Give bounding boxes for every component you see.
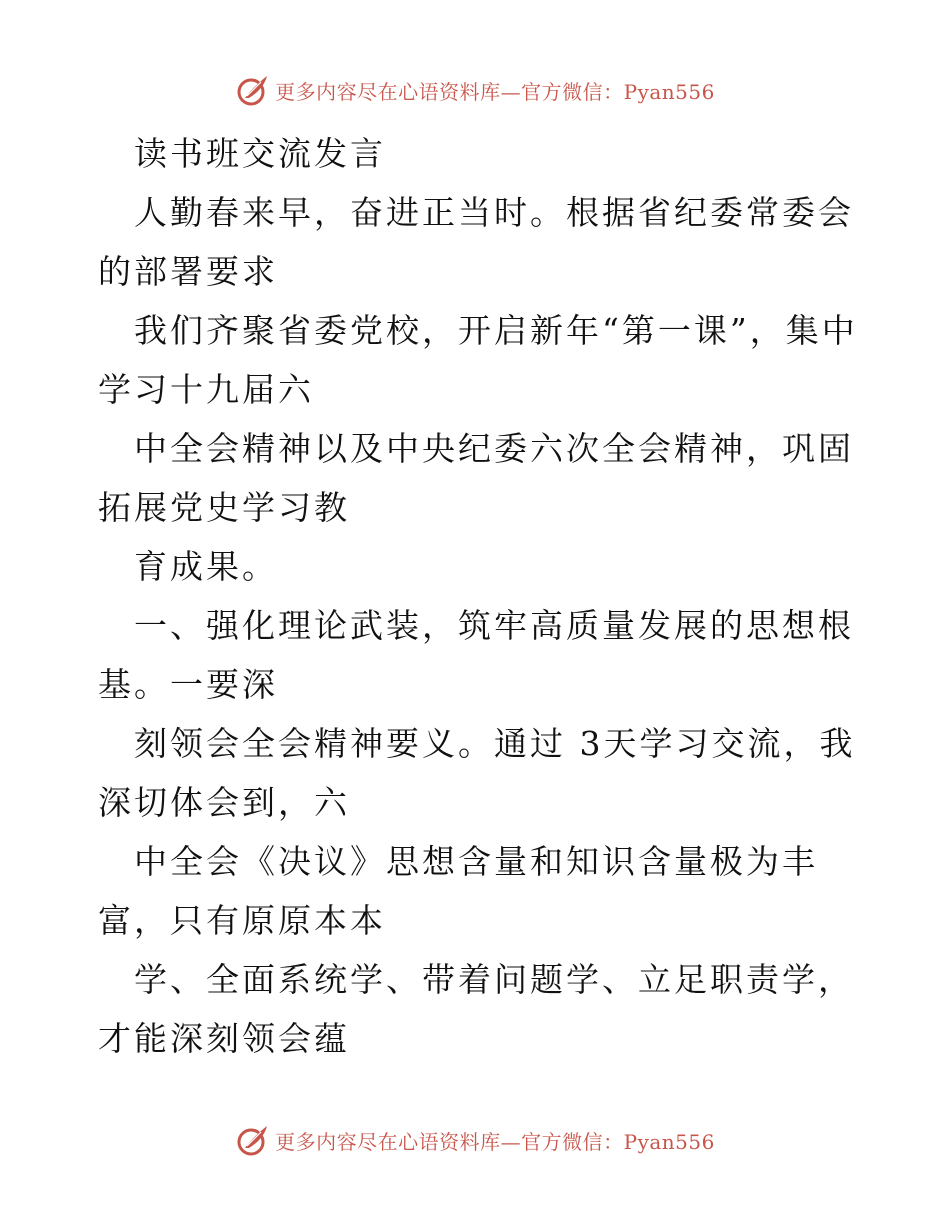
paragraph: 我们齐聚省委党校，开启新年“第一课”，集中学习十九届六 (98, 311, 858, 409)
document-title: 读书班交流发言 (134, 134, 386, 173)
document-body (98, 124, 858, 1068)
footer-watermark (0, 1120, 950, 1160)
paragraph: 一、强化理论武装，筑牢高质量发展的思想根基。一要深 (98, 606, 854, 704)
watermark-text: 更多内容尽在心语资料库—官方微信：Pyan556 (275, 79, 715, 104)
feather-logo-icon (235, 1122, 271, 1158)
header-watermark (0, 70, 950, 110)
paragraph: 中全会精神以及中央纪委六次全会精神，巩固拓展党史学习教 (98, 429, 854, 527)
paragraph: 学、全面系统学、带着问题学、立足职责学，才能深刻领会蕴 (98, 960, 854, 1058)
watermark-text: 更多内容尽在心语资料库—官方微信：Pyan556 (275, 1129, 715, 1154)
paragraph: 刻领会全会精神要义。通过 3天学习交流，我深切体会到，六 (98, 724, 856, 822)
paragraph: 育成果。 (134, 547, 278, 586)
feather-logo-icon (235, 72, 271, 108)
paragraph: 中全会《决议》思想含量和知识含量极为丰富，只有原原本本 (98, 842, 818, 940)
paragraph: 人勤春来早，奋进正当时。根据省纪委常委会的部署要求 (98, 193, 854, 291)
